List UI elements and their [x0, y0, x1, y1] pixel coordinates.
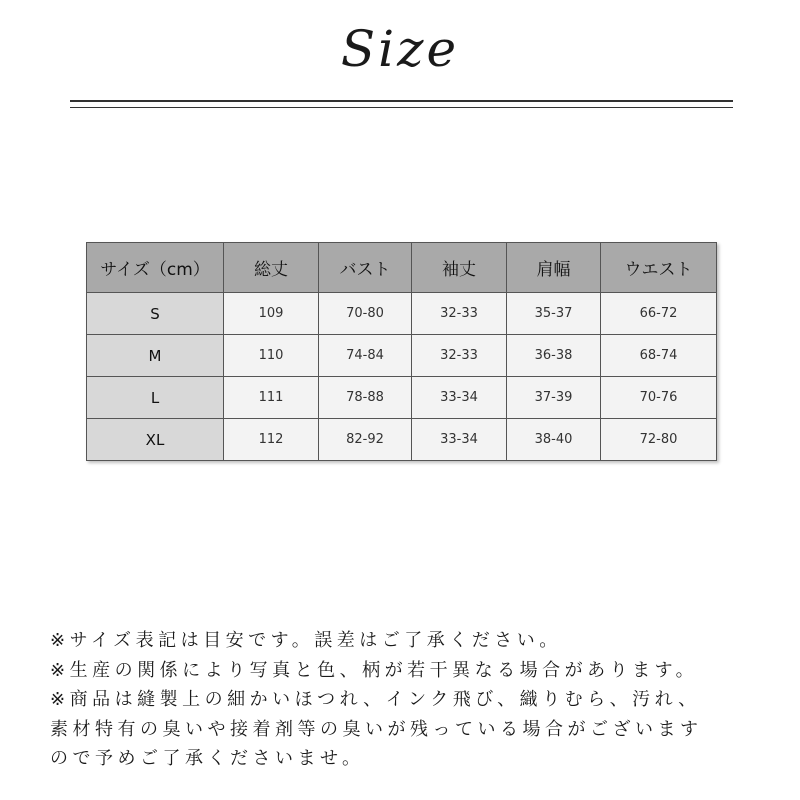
- note-line: ので予めご了承くださいませ。: [50, 748, 365, 769]
- table-cell: 109: [224, 293, 319, 335]
- disclaimer-notes: [50, 626, 790, 774]
- table-cell: 36-38: [507, 335, 601, 377]
- note-line: 素材特有の臭いや接着剤等の臭いが残っている場合がございます: [50, 718, 703, 740]
- table-cell: 82-92: [319, 419, 412, 461]
- table-cell: 66-72: [601, 293, 717, 335]
- table-cell: 32-33: [412, 335, 507, 377]
- header-sleeve-length: 袖丈: [412, 243, 507, 293]
- size-label: S: [87, 293, 224, 335]
- header-bust: バスト: [319, 243, 412, 293]
- table-cell: 32-33: [412, 293, 507, 335]
- table-row: [87, 377, 717, 419]
- size-label: L: [87, 377, 224, 419]
- table-cell: 74-84: [319, 335, 412, 377]
- table-cell: 72-80: [601, 419, 717, 461]
- header-waist: ウエスト: [601, 243, 717, 293]
- header-size: サイズ（cm）: [87, 243, 224, 293]
- table-cell: 68-74: [601, 335, 717, 377]
- table-cell: 33-34: [412, 419, 507, 461]
- table-row: [87, 335, 717, 377]
- table-cell: 78-88: [319, 377, 412, 419]
- table-cell: 38-40: [507, 419, 601, 461]
- table-cell: 70-76: [601, 377, 717, 419]
- note-line: ※商品は縫製上の細かいほつれ、インク飛び、織りむら、汚れ、: [50, 689, 701, 710]
- table-cell: 70-80: [319, 293, 412, 335]
- table-cell: 37-39: [507, 377, 601, 419]
- header-total-length: 総丈: [224, 243, 319, 293]
- header-shoulder-width: 肩幅: [507, 243, 601, 293]
- table-cell: 33-34: [412, 377, 507, 419]
- table-header-row: [87, 243, 717, 293]
- size-label: XL: [87, 419, 224, 461]
- page-title: Size: [340, 20, 460, 78]
- table-row: [87, 419, 717, 461]
- table-cell: 110: [224, 335, 319, 377]
- table-cell: 112: [224, 419, 319, 461]
- table-row: [87, 293, 717, 335]
- title-divider-top: [70, 100, 733, 102]
- size-table: [86, 242, 717, 461]
- note-line: ※生産の関係により写真と色、柄が若干異なる場合があります。: [50, 659, 699, 681]
- size-label: M: [87, 335, 224, 377]
- note-line: ※サイズ表記は目安です。誤差はご了承ください。: [50, 630, 562, 651]
- table-cell: 111: [224, 377, 319, 419]
- title-divider-bottom: [70, 107, 733, 108]
- table-cell: 35-37: [507, 293, 601, 335]
